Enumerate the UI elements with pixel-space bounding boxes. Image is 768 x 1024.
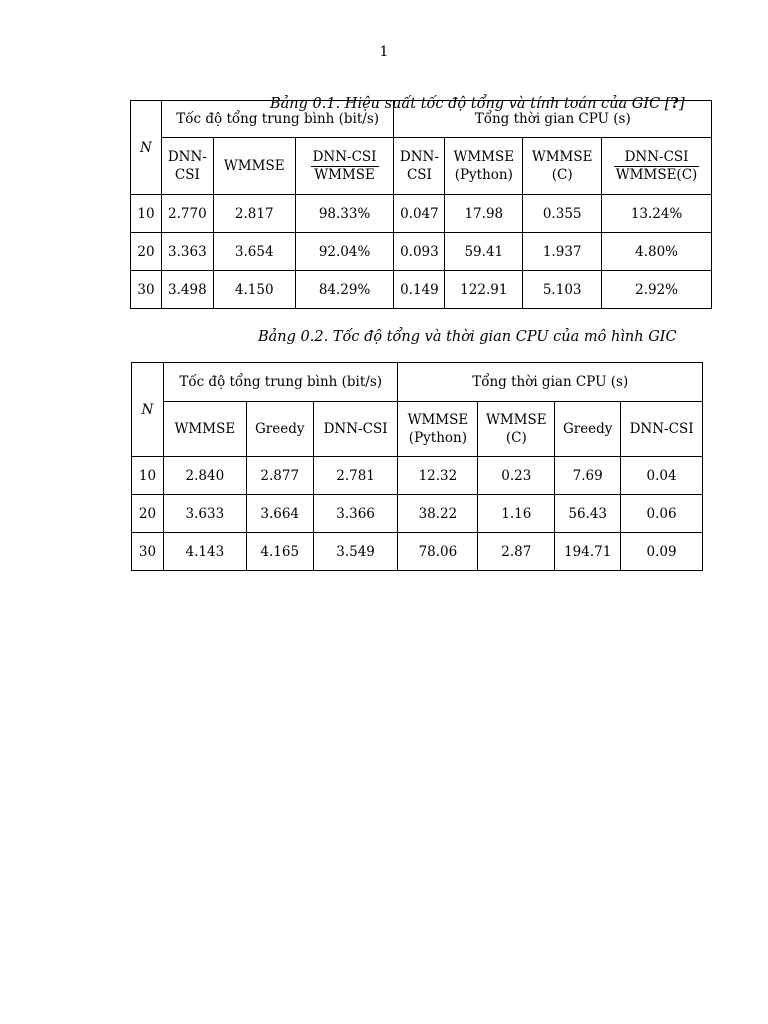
t1-cell: 10 <box>131 195 162 233</box>
t1-cell: 2.92% <box>602 271 712 309</box>
t1-col-cpu-dnn-csi: DNN- CSI <box>394 138 445 195</box>
t1-cell: 17.98 <box>445 195 523 233</box>
t1-group-cpu: Tổng thời gian CPU (s) <box>394 101 712 138</box>
table-2-caption: Bảng 0.2. Tốc độ tổng và thời gian CPU của mô hình GIC <box>258 329 677 345</box>
t1-cell: 30 <box>131 271 162 309</box>
t1-cell: 3.654 <box>213 233 295 271</box>
t1-col-wmmse-python: WMMSE (Python) <box>445 138 523 195</box>
t1-col-ratio-cpu: $\frac{\text{DNN-CSI}}{\text{WMMSE(C)}}$ <box>602 138 712 195</box>
t1-cell: 0.355 <box>523 195 602 233</box>
t1-cell: 92.04% <box>295 233 394 271</box>
table-row <box>132 495 703 533</box>
t2-n-header: N <box>132 363 164 457</box>
table-row <box>131 195 712 233</box>
t2-cell: 3.664 <box>246 495 313 533</box>
t1-cell: 122.91 <box>445 271 523 309</box>
t1-n-header: N <box>131 101 162 195</box>
t1-cell: 3.498 <box>161 271 213 309</box>
t2-group-cpu: Tổng thời gian CPU (s) <box>398 363 703 402</box>
t1-col-wmmse: WMMSE <box>213 138 295 195</box>
t2-cell: 2.781 <box>313 457 398 495</box>
t2-cell: 56.43 <box>555 495 621 533</box>
t2-group-rate: Tốc độ tổng trung bình (bit/s) <box>163 363 398 402</box>
t2-cell: 4.165 <box>246 533 313 571</box>
t1-col-ratio-rate: $\frac{\text{DNN-CSI}}{\text{WMMSE}}$ <box>295 138 394 195</box>
t1-cell: 98.33% <box>295 195 394 233</box>
t1-cell: 0.047 <box>394 195 445 233</box>
t2-cell: 3.633 <box>163 495 246 533</box>
t2-col-greedy: Greedy <box>246 402 313 457</box>
t2-cell: 0.06 <box>621 495 703 533</box>
table-1 <box>130 100 712 309</box>
t1-col-wmmse-c: WMMSE (C) <box>523 138 602 195</box>
t1-cell: 5.103 <box>523 271 602 309</box>
t2-col-dnn-csi: DNN-CSI <box>313 402 398 457</box>
table-row <box>131 233 712 271</box>
t2-cell: 3.549 <box>313 533 398 571</box>
t2-cell: 10 <box>132 457 164 495</box>
t2-cell: 3.366 <box>313 495 398 533</box>
t2-cell: 0.23 <box>478 457 555 495</box>
t2-cell: 30 <box>132 533 164 571</box>
table-row <box>132 457 703 495</box>
t1-cell: 4.80% <box>602 233 712 271</box>
t2-cell: 2.840 <box>163 457 246 495</box>
t1-cell: 1.937 <box>523 233 602 271</box>
t2-cell: 7.69 <box>555 457 621 495</box>
t1-cell: 84.29% <box>295 271 394 309</box>
t1-cell: 3.363 <box>161 233 213 271</box>
t2-col-wmmse-python: WMMSE (Python) <box>398 402 478 457</box>
t1-cell: 0.149 <box>394 271 445 309</box>
t1-group-rate: Tốc độ tổng trung bình (bit/s) <box>161 101 394 138</box>
t1-cell: 20 <box>131 233 162 271</box>
t2-cell: 20 <box>132 495 164 533</box>
t2-cell: 38.22 <box>398 495 478 533</box>
page-number: 1 <box>379 44 389 60</box>
t2-cell: 0.09 <box>621 533 703 571</box>
table-row <box>132 533 703 571</box>
t1-cell: 2.817 <box>213 195 295 233</box>
t2-col-wmmse-c: WMMSE (C) <box>478 402 555 457</box>
table-1-caption: Bảng 0.1. Hiệu suất tốc độ tổng và tính toán của GIC [?] <box>270 95 685 112</box>
t1-col-dnn-csi: DNN- CSI <box>161 138 213 195</box>
t2-cell: 1.16 <box>478 495 555 533</box>
t1-cell: 4.150 <box>213 271 295 309</box>
t2-col-cpu-greedy: Greedy <box>555 402 621 457</box>
t2-cell: 0.04 <box>621 457 703 495</box>
t2-cell: 78.06 <box>398 533 478 571</box>
t1-cell: 13.24% <box>602 195 712 233</box>
table-2 <box>131 362 703 571</box>
t2-cell: 12.32 <box>398 457 478 495</box>
t2-col-wmmse: WMMSE <box>163 402 246 457</box>
table-row <box>131 271 712 309</box>
t1-cell: 0.093 <box>394 233 445 271</box>
t1-cell: 59.41 <box>445 233 523 271</box>
t2-cell: 2.87 <box>478 533 555 571</box>
t2-cell: 194.71 <box>555 533 621 571</box>
t2-col-cpu-dnn-csi: DNN-CSI <box>621 402 703 457</box>
t2-cell: 4.143 <box>163 533 246 571</box>
t2-cell: 2.877 <box>246 457 313 495</box>
t1-cell: 2.770 <box>161 195 213 233</box>
